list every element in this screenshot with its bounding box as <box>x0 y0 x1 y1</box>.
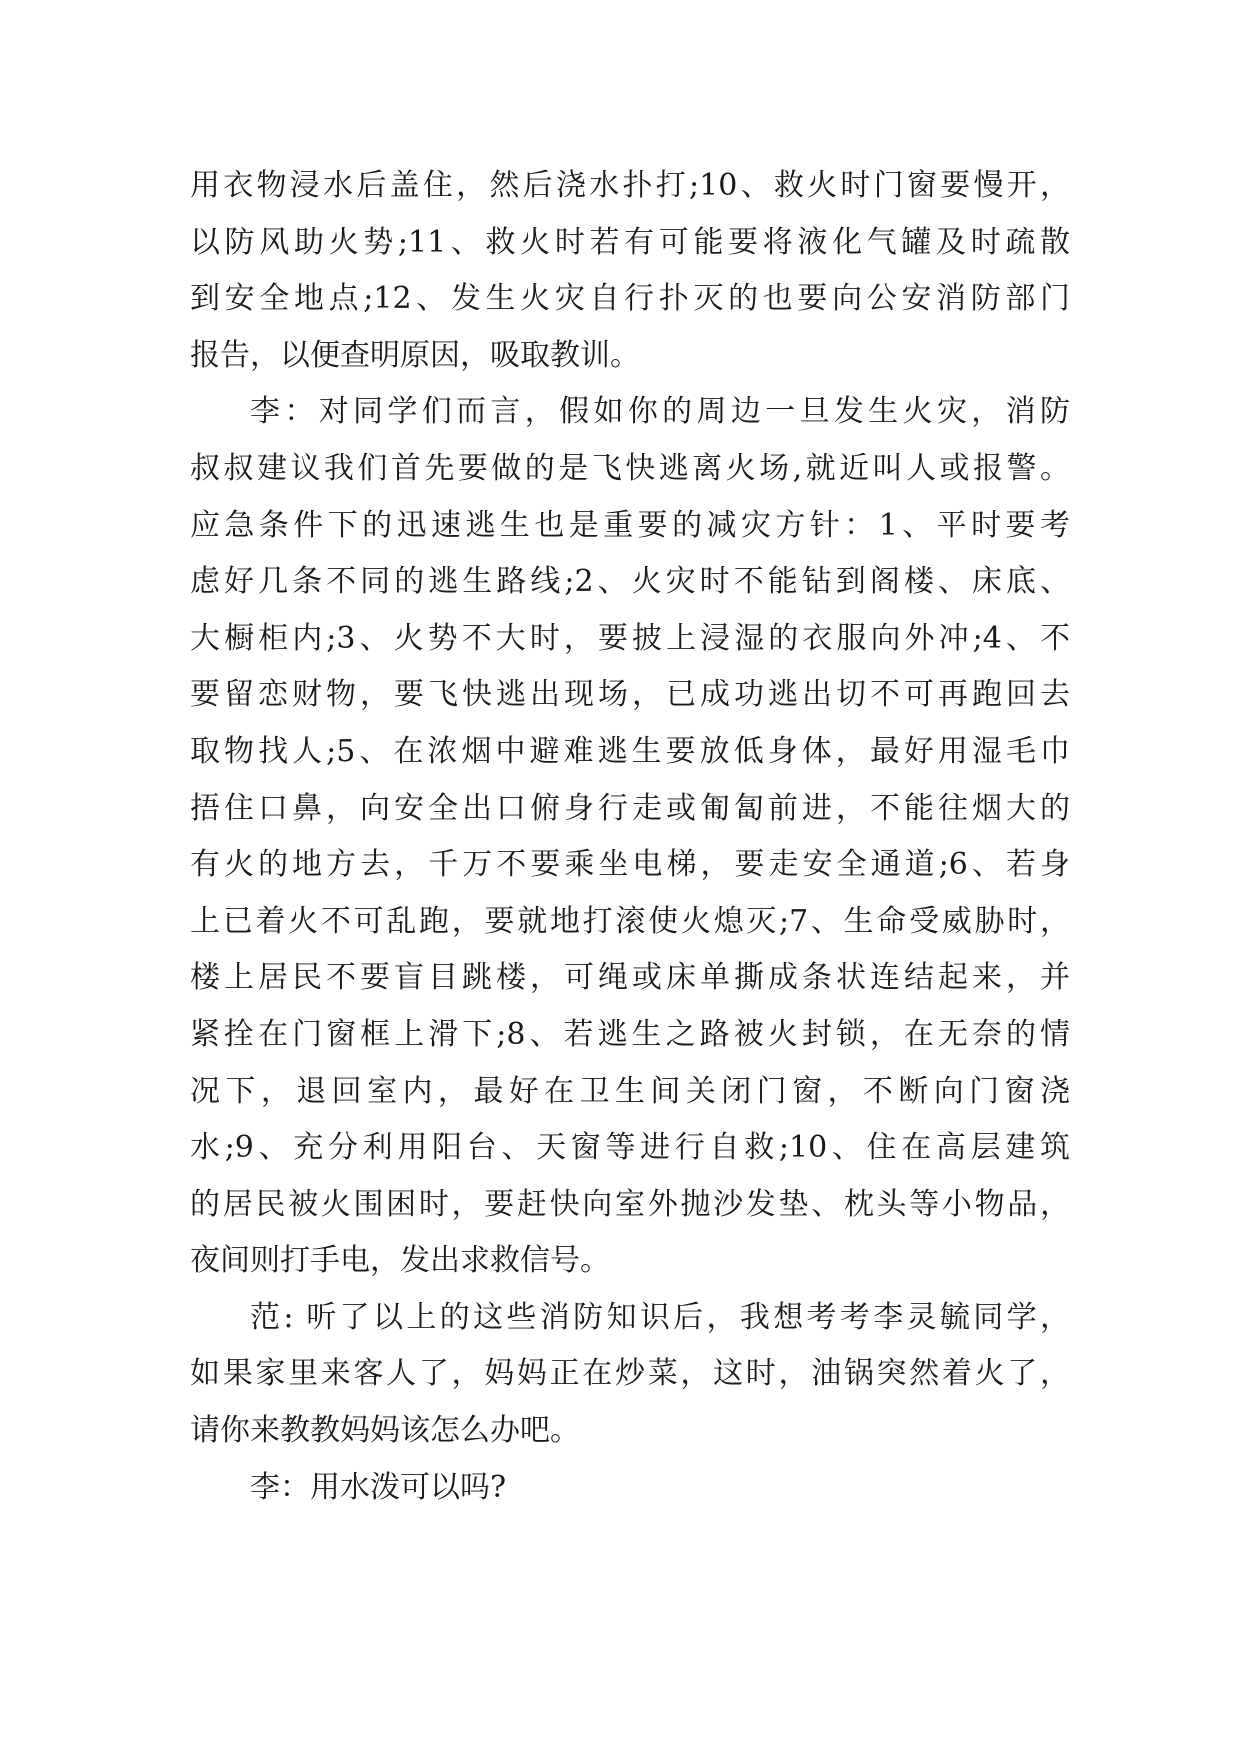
paragraph-first-line: 李：对同学们而言，假如你的周边一旦发生火灾，消防 <box>250 394 1070 430</box>
body-text <box>190 158 1070 1516</box>
text-line: 有火的地方去，千万不要乘坐电梯，要走安全通道;6、若身 <box>190 847 1070 883</box>
text-line: 取物找人;5、在浓烟中避难逃生要放低身体，最好用湿毛巾 <box>190 733 1070 769</box>
text-line: 叔叔建议我们首先要做的是飞快逃离火场,就近叫人或报警。 <box>190 450 1070 486</box>
text-line: 报告，以便查明原因，吸取教训。 <box>190 337 640 373</box>
text-line: 楼上居民不要盲目跳楼，可绳或床单撕成条状连结起来，并 <box>190 960 1070 996</box>
paragraph-first-line: 李：用水泼可以吗? <box>250 1469 507 1505</box>
text-line: 用衣物浸水后盖住，然后浇水扑打;10、救火时门窗要慢开， <box>190 168 1070 203</box>
text-line: 大橱柜内;3、火势不大时，要披上浸湿的衣服向外冲;4、不 <box>190 620 1070 656</box>
text-line: 夜间则打手电，发出求救信号。 <box>190 1243 610 1279</box>
text-line: 捂住口鼻，向安全出口俯身行走或匍匐前进，不能往烟大的 <box>190 790 1070 826</box>
text-line: 到安全地点;12、发生火灾自行扑灭的也要向公安消防部门 <box>190 281 1070 317</box>
text-line: 水;9、充分利用阳台、天窗等进行自救;10、住在高层建筑 <box>190 1130 1070 1166</box>
text-line: 虑好几条不同的逃生路线;2、火灾时不能钻到阁楼、床底、 <box>190 564 1070 600</box>
text-line: 紧拴在门窗框上滑下;8、若逃生之路被火封锁，在无奈的情 <box>190 1016 1070 1052</box>
text-line: 如果家里来客人了，妈妈正在炒菜，这时，油锅突然着火了， <box>190 1356 1070 1392</box>
text-line: 应急条件下的迅速逃生也是重要的减灾方针：1、平时要考 <box>190 507 1070 543</box>
text-line: 上已着火不可乱跑，要就地打滚使火熄灭;7、生命受威胁时， <box>190 903 1070 939</box>
paragraph-first-line: 范: 听了以上的这些消防知识后，我想考考李灵毓同学， <box>250 1299 1070 1335</box>
text-line: 请你来教教妈妈该怎么办吧。 <box>190 1413 580 1449</box>
text-line: 的居民被火围困时，要赶快向室外抛沙发垫、枕头等小物品， <box>190 1186 1070 1222</box>
text-line: 况下，退回室内，最好在卫生间关闭门窗，不断向门窗浇 <box>190 1073 1070 1109</box>
text-line: 要留恋财物，要飞快逃出现场，已成功逃出切不可再跑回去 <box>190 677 1070 713</box>
text-line: 以防风助火势;11、救火时若有可能要将液化气罐及时疏散 <box>190 224 1070 260</box>
